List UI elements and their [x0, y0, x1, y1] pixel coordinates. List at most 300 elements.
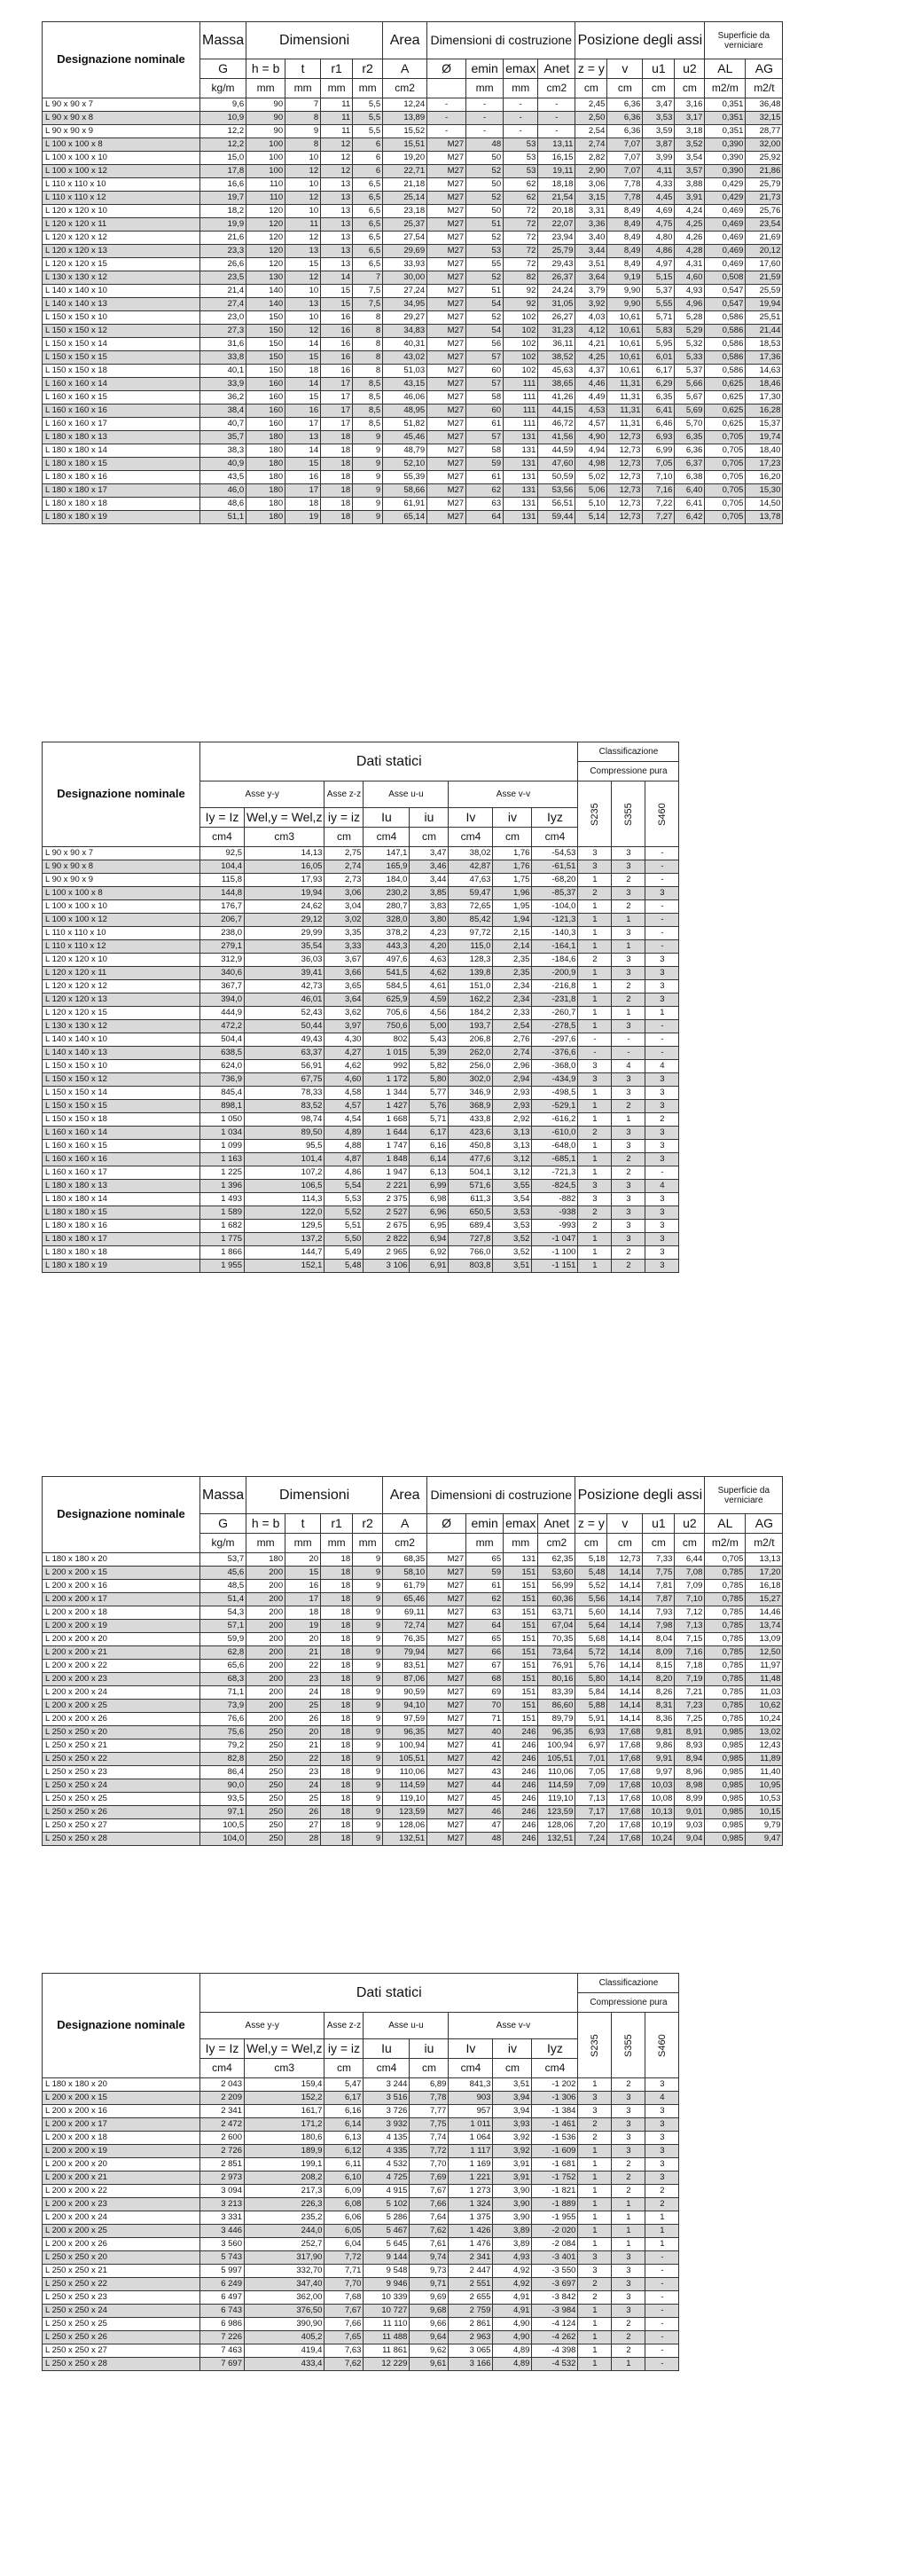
- profile-designation: L 200 x 200 x 16: [43, 2105, 200, 2118]
- table-cell: 4 915: [364, 2185, 410, 2198]
- profile-designation: L 90 x 90 x 7: [43, 847, 200, 860]
- table-cell: -685,1: [532, 1153, 578, 1166]
- table-cell: 18: [321, 458, 353, 471]
- table-cell: -4 398: [532, 2344, 578, 2358]
- table-cell: 18: [321, 431, 353, 444]
- table-row: [43, 351, 783, 365]
- table-cell: 1: [578, 2344, 612, 2358]
- table-cell: 32,00: [746, 138, 783, 152]
- table-cell: 15: [321, 298, 353, 311]
- table-cell: 13,74: [746, 1620, 783, 1633]
- table-cell: 18: [321, 1660, 353, 1673]
- table-cell: 638,5: [200, 1047, 245, 1060]
- table-cell: 5 286: [364, 2211, 410, 2225]
- table-cell: 6,93: [643, 431, 675, 444]
- table-cell: 802: [364, 1033, 410, 1047]
- axis-group-label: Asse v-v: [449, 781, 578, 808]
- table-cell: 0,547: [705, 285, 746, 298]
- table-cell: 53,7: [200, 1553, 246, 1567]
- table-cell: 8,49: [607, 258, 643, 271]
- table-cell: 90: [246, 112, 285, 125]
- table-cell: 56: [466, 338, 504, 351]
- table-cell: 7,81: [643, 1580, 675, 1593]
- table-cell: 152,1: [245, 1260, 324, 1273]
- table-cell: 14: [285, 338, 321, 351]
- table-cell: 8,5: [353, 418, 383, 431]
- table-cell: 15: [285, 351, 321, 365]
- table-cell: 5,5: [353, 98, 383, 112]
- table-cell: M27: [427, 298, 466, 311]
- table-row: [43, 138, 783, 152]
- table-row: [43, 418, 783, 431]
- construction-header: Dimensioni di costruzione: [427, 22, 575, 59]
- table-cell: 7,05: [575, 1766, 607, 1779]
- table-cell: 9,90: [607, 285, 643, 298]
- table-cell: 650,5: [449, 1206, 493, 1220]
- table-cell: 18: [285, 498, 321, 511]
- table-cell: -: [645, 2344, 679, 2358]
- table-row: [43, 1153, 679, 1166]
- table-cell: 2,35: [493, 954, 532, 967]
- table-cell: 8: [353, 325, 383, 338]
- table-cell: -993: [532, 1220, 578, 1233]
- profile-designation: L 200 x 200 x 20: [43, 1633, 200, 1646]
- table-row: [43, 2318, 679, 2331]
- table-cell: 302,0: [449, 1073, 493, 1087]
- table-cell: 1: [645, 2225, 679, 2238]
- profile-designation: L 250 x 250 x 26: [43, 1806, 200, 1819]
- table-cell: 0,625: [705, 391, 746, 404]
- table-cell: 12,73: [607, 444, 643, 458]
- table-cell: 0,429: [705, 192, 746, 205]
- table-cell: 51: [466, 218, 504, 232]
- table-cell: 8,98: [675, 1779, 705, 1793]
- table-cell: 1: [578, 2145, 612, 2158]
- table-cell: 120: [246, 232, 285, 245]
- table-cell: 2: [578, 2132, 612, 2145]
- table-cell: 67: [466, 1660, 504, 1673]
- table-cell: 10: [285, 205, 321, 218]
- dimension-unit: mm: [353, 79, 383, 98]
- table-cell: 5,14: [575, 511, 607, 524]
- table-cell: 5,60: [575, 1606, 607, 1620]
- profile-designation: L 200 x 200 x 26: [43, 2238, 200, 2251]
- table-cell: 6,94: [410, 1233, 449, 1246]
- table-cell: 17,60: [746, 258, 783, 271]
- profile-designation: L 150 x 150 x 10: [43, 1060, 200, 1073]
- table-cell: 1: [612, 940, 645, 954]
- profile-designation: L 120 x 120 x 15: [43, 258, 200, 271]
- table-cell: 5 102: [364, 2198, 410, 2211]
- table-cell: 5,10: [575, 498, 607, 511]
- table-cell: 4,98: [575, 458, 607, 471]
- table-cell: 52,43: [245, 1007, 324, 1020]
- table-cell: 4,90: [493, 2318, 532, 2331]
- table-cell: 59,9: [200, 1633, 246, 1646]
- table-row: [43, 1206, 679, 1220]
- table-cell: 63: [466, 1606, 504, 1620]
- table-cell: 12: [285, 192, 321, 205]
- table-cell: 3,93: [493, 2118, 532, 2132]
- table-cell: 14: [285, 378, 321, 391]
- table-cell: -: [645, 927, 679, 940]
- table-cell: 317,90: [245, 2251, 324, 2265]
- table-cell: 73,9: [200, 1700, 246, 1713]
- table-cell: 68,35: [383, 1553, 427, 1567]
- table-cell: 43: [466, 1766, 504, 1779]
- table-cell: 100,94: [538, 1740, 575, 1753]
- table-row: [43, 232, 783, 245]
- table-cell: 3: [645, 954, 679, 967]
- table-cell: 246: [504, 1726, 538, 1740]
- table-cell: 25,14: [383, 192, 427, 205]
- table-cell: 0,390: [705, 152, 746, 165]
- profile-designation: L 180 x 180 x 18: [43, 1246, 200, 1260]
- table-cell: 131: [504, 444, 538, 458]
- table-cell: 2 963: [449, 2331, 493, 2344]
- table-cell: 3: [612, 1073, 645, 1087]
- table-cell: 17,36: [746, 351, 783, 365]
- table-cell: -: [645, 2251, 679, 2265]
- table-cell: 0,705: [705, 498, 746, 511]
- table-cell: 46,72: [538, 418, 575, 431]
- table-cell: 250: [246, 1819, 285, 1833]
- table-cell: 5,51: [324, 1220, 364, 1233]
- table-cell: 4,75: [643, 218, 675, 232]
- profile-designation: L 180 x 180 x 16: [43, 1220, 200, 1233]
- table-cell: -: [645, 874, 679, 887]
- table-cell: 6,99: [410, 1180, 449, 1193]
- table-cell: 2: [578, 2278, 612, 2291]
- table-cell: 57: [466, 351, 504, 365]
- table-cell: 5,29: [675, 325, 705, 338]
- profile-designation: L 160 x 160 x 17: [43, 1166, 200, 1180]
- table-cell: 3: [612, 1087, 645, 1100]
- table-cell: -: [427, 125, 466, 138]
- table-cell: 41,26: [538, 391, 575, 404]
- table-cell: 624,0: [200, 1060, 245, 1073]
- static-symbol: iv: [493, 808, 532, 828]
- table-cell: -824,5: [532, 1180, 578, 1193]
- table-cell: 1 947: [364, 1166, 410, 1180]
- table-cell: 38,65: [538, 378, 575, 391]
- profile-designation: L 250 x 250 x 20: [43, 1726, 200, 1740]
- table-cell: 2: [612, 874, 645, 887]
- table-cell: 3: [645, 2145, 679, 2158]
- table-cell: 2: [612, 1246, 645, 1260]
- area-header: Area: [383, 1477, 427, 1514]
- table-cell: 14,63: [746, 365, 783, 378]
- table-cell: 180: [246, 1553, 285, 1567]
- table-cell: 110,06: [538, 1766, 575, 1779]
- table-cell: 45: [466, 1793, 504, 1806]
- table-cell: 3,04: [324, 900, 364, 914]
- table-cell: 1 747: [364, 1140, 410, 1153]
- table-cell: 0,705: [705, 484, 746, 498]
- profile-designation: L 150 x 150 x 12: [43, 1073, 200, 1087]
- table-cell: 3: [645, 1087, 679, 1100]
- table-cell: 3,91: [493, 2172, 532, 2185]
- table-cell: -498,5: [532, 1087, 578, 1100]
- table-row: [43, 192, 783, 205]
- table-cell: 40,9: [200, 458, 246, 471]
- table-cell: 29,12: [245, 914, 324, 927]
- table-cell: M27: [427, 192, 466, 205]
- table-cell: 3,51: [575, 258, 607, 271]
- profile-designation: L 150 x 150 x 15: [43, 1100, 200, 1113]
- table-row: [43, 245, 783, 258]
- table-cell: 15,37: [746, 418, 783, 431]
- table-cell: 3,53: [493, 1220, 532, 1233]
- table-cell: 55,39: [383, 471, 427, 484]
- static-unit: cm4: [532, 2059, 578, 2078]
- table-cell: 246: [504, 1819, 538, 1833]
- table-cell: 54,3: [200, 1606, 246, 1620]
- table-cell: 0,785: [705, 1633, 746, 1646]
- table-cell: 6,35: [675, 431, 705, 444]
- profile-designation: L 120 x 120 x 12: [43, 980, 200, 993]
- table-cell: 48,95: [383, 404, 427, 418]
- profile-designation: L 110 x 110 x 12: [43, 192, 200, 205]
- table-cell: 3: [645, 1100, 679, 1113]
- table-cell: 152,2: [245, 2092, 324, 2105]
- table-cell: 3,40: [575, 232, 607, 245]
- table-cell: 6,41: [643, 404, 675, 418]
- table-cell: M27: [427, 1740, 466, 1753]
- table-cell: 9: [353, 1553, 383, 1567]
- table-cell: 18: [321, 1740, 353, 1753]
- table-cell: 159,4: [245, 2078, 324, 2092]
- table-cell: -164,1: [532, 940, 578, 954]
- steel-grade: S235: [578, 781, 612, 847]
- table-cell: 5,43: [410, 1033, 449, 1047]
- table-cell: 4: [645, 2092, 679, 2105]
- table-cell: -: [645, 2358, 679, 2371]
- table-cell: 15: [321, 285, 353, 298]
- table-cell: 3,02: [324, 914, 364, 927]
- table-row: [43, 1113, 679, 1127]
- area-unit: cm2: [383, 1534, 427, 1553]
- table-cell: 1,75: [493, 874, 532, 887]
- static-symbol: Wel,y = Wel,z: [245, 2039, 324, 2059]
- profile-designation: L 200 x 200 x 15: [43, 2092, 200, 2105]
- table-cell: 1: [612, 914, 645, 927]
- table-cell: 46: [466, 1806, 504, 1819]
- profile-designation: L 200 x 200 x 23: [43, 2198, 200, 2211]
- table-cell: 50: [466, 178, 504, 192]
- table-cell: 2,35: [493, 967, 532, 980]
- table-cell: 2: [645, 1113, 679, 1127]
- table-cell: 25,51: [746, 311, 783, 325]
- static-unit: cm4: [449, 828, 493, 847]
- table-cell: M27: [427, 1700, 466, 1713]
- table-cell: 7,10: [675, 1593, 705, 1606]
- construction-symbol: Anet: [538, 59, 575, 79]
- table-cell: 1 050: [200, 1113, 245, 1127]
- table-cell: 6,46: [643, 418, 675, 431]
- table-cell: 7: [353, 271, 383, 285]
- table-cell: 18: [321, 1606, 353, 1620]
- table-cell: 18: [321, 1593, 353, 1606]
- table-row: [43, 1660, 783, 1673]
- table-cell: 6,5: [353, 232, 383, 245]
- table-row: [43, 2158, 679, 2172]
- table-cell: 252,7: [245, 2238, 324, 2251]
- table-cell: 3,88: [675, 178, 705, 192]
- table-cell: 4,20: [410, 940, 449, 954]
- profile-designation: L 200 x 200 x 24: [43, 1686, 200, 1700]
- table-cell: 50,59: [538, 471, 575, 484]
- table-cell: 5,18: [575, 1553, 607, 1567]
- table-cell: 0,985: [705, 1740, 746, 1753]
- table-cell: 208,2: [245, 2172, 324, 2185]
- table-cell: 43,02: [383, 351, 427, 365]
- table-cell: 3 446: [200, 2225, 245, 2238]
- table-cell: 18: [321, 1646, 353, 1660]
- table-cell: 12,73: [607, 471, 643, 484]
- table-cell: 48,6: [200, 498, 246, 511]
- table-cell: 10: [285, 152, 321, 165]
- surface-symbol: AG: [746, 1514, 783, 1534]
- table-cell: 1: [645, 2238, 679, 2251]
- table-cell: 246: [504, 1779, 538, 1793]
- table-cell: 0,705: [705, 431, 746, 444]
- profile-designation: L 180 x 180 x 17: [43, 484, 200, 498]
- table-cell: 72: [504, 218, 538, 232]
- table-cell: -: [645, 1020, 679, 1033]
- table-cell: 14,14: [607, 1660, 643, 1673]
- table-cell: 6,14: [410, 1153, 449, 1166]
- table-cell: 3,44: [410, 874, 449, 887]
- table-cell: -: [427, 112, 466, 125]
- table-cell: 6,36: [607, 98, 643, 112]
- table-cell: 111: [504, 391, 538, 404]
- table-cell: 23: [285, 1673, 321, 1686]
- table-cell: 106,5: [245, 1180, 324, 1193]
- table-row: [43, 2331, 679, 2344]
- table-cell: 4,96: [675, 298, 705, 311]
- table-cell: -529,1: [532, 1100, 578, 1113]
- table-cell: 9 548: [364, 2265, 410, 2278]
- table-cell: 1: [578, 1153, 612, 1166]
- table-cell: 4,94: [575, 444, 607, 458]
- table-cell: 226,3: [245, 2198, 324, 2211]
- table-cell: 9,91: [643, 1753, 675, 1766]
- table-cell: 0,785: [705, 1713, 746, 1726]
- table-cell: 15,51: [383, 138, 427, 152]
- table-cell: 7,93: [643, 1606, 675, 1620]
- table-cell: 1: [578, 914, 612, 927]
- table-cell: 1 644: [364, 1127, 410, 1140]
- table-cell: 62: [466, 484, 504, 498]
- table-cell: 6 986: [200, 2318, 245, 2331]
- axes-unit: cm: [575, 1534, 607, 1553]
- table-cell: 57,1: [200, 1620, 246, 1633]
- table-cell: 10,62: [746, 1700, 783, 1713]
- table-cell: 20,18: [538, 205, 575, 218]
- table-cell: 3: [612, 2145, 645, 2158]
- table-cell: 70,35: [538, 1633, 575, 1646]
- table-cell: 423,6: [449, 1127, 493, 1140]
- profile-designation: L 200 x 200 x 23: [43, 1673, 200, 1686]
- axes-position-header: Posizione degli assi: [575, 1477, 705, 1514]
- table-cell: 1 493: [200, 1193, 245, 1206]
- table-cell: 200: [246, 1606, 285, 1620]
- profile-designation: L 200 x 200 x 18: [43, 2132, 200, 2145]
- table-cell: 2,75: [324, 847, 364, 860]
- table-row: [43, 1033, 679, 1047]
- profile-designation: L 140 x 140 x 10: [43, 1033, 200, 1047]
- table-cell: 12 229: [364, 2358, 410, 2371]
- table-cell: 3,97: [324, 1020, 364, 1033]
- table-cell: M27: [427, 1633, 466, 1646]
- construction-symbol: Anet: [538, 1514, 575, 1534]
- table-cell: 4,58: [324, 1087, 364, 1100]
- table-cell: 34,83: [383, 325, 427, 338]
- table-cell: 3 560: [200, 2238, 245, 2251]
- table-cell: 9,90: [607, 298, 643, 311]
- table-cell: 114,3: [245, 1193, 324, 1206]
- table-cell: 497,6: [364, 954, 410, 967]
- table-cell: 2: [612, 1166, 645, 1180]
- table-row: [43, 125, 783, 138]
- table-cell: -1 047: [532, 1233, 578, 1246]
- table-cell: 7,70: [410, 2158, 449, 2172]
- table-cell: 3,52: [675, 138, 705, 152]
- table-cell: 83,39: [538, 1686, 575, 1700]
- table-cell: 4,90: [493, 2331, 532, 2344]
- table-cell: 3,46: [410, 860, 449, 874]
- table-cell: 3 065: [449, 2344, 493, 2358]
- table-row: [43, 954, 679, 967]
- table-cell: -: [504, 112, 538, 125]
- table-cell: 33,93: [383, 258, 427, 271]
- table-cell: 11,03: [746, 1686, 783, 1700]
- table-cell: 55: [466, 258, 504, 271]
- table-cell: 1 668: [364, 1113, 410, 1127]
- table-cell: 246: [504, 1793, 538, 1806]
- table-cell: 0,705: [705, 444, 746, 458]
- table-cell: 9,62: [410, 2344, 449, 2358]
- table-cell: 4,62: [410, 967, 449, 980]
- table-cell: 9,81: [643, 1726, 675, 1740]
- table-cell: 11: [321, 98, 353, 112]
- table-cell: 151: [504, 1660, 538, 1673]
- profile-designation: L 140 x 140 x 13: [43, 1047, 200, 1060]
- table-cell: 1 064: [449, 2132, 493, 2145]
- table-cell: -: [504, 125, 538, 138]
- table-cell: M27: [427, 165, 466, 178]
- table-cell: 180: [246, 498, 285, 511]
- table-cell: 151: [504, 1567, 538, 1580]
- table-row: [43, 1633, 783, 1646]
- table-cell: -1 821: [532, 2185, 578, 2198]
- profile-designation: L 250 x 250 x 23: [43, 2291, 200, 2305]
- table-row: [43, 1833, 783, 1846]
- table-cell: 9: [353, 1793, 383, 1806]
- table-cell: 2 600: [200, 2132, 245, 2145]
- table-cell: 200: [246, 1673, 285, 1686]
- table-cell: 1: [578, 2172, 612, 2185]
- table-cell: M27: [427, 351, 466, 365]
- table-cell: 2: [612, 980, 645, 993]
- table-cell: 5,88: [575, 1700, 607, 1713]
- table-cell: 131: [504, 484, 538, 498]
- table-cell: 4,37: [575, 365, 607, 378]
- table-cell: 328,0: [364, 914, 410, 927]
- classification-header: Classificazione: [578, 1974, 679, 1993]
- designation-header: Designazione nominale: [43, 22, 200, 98]
